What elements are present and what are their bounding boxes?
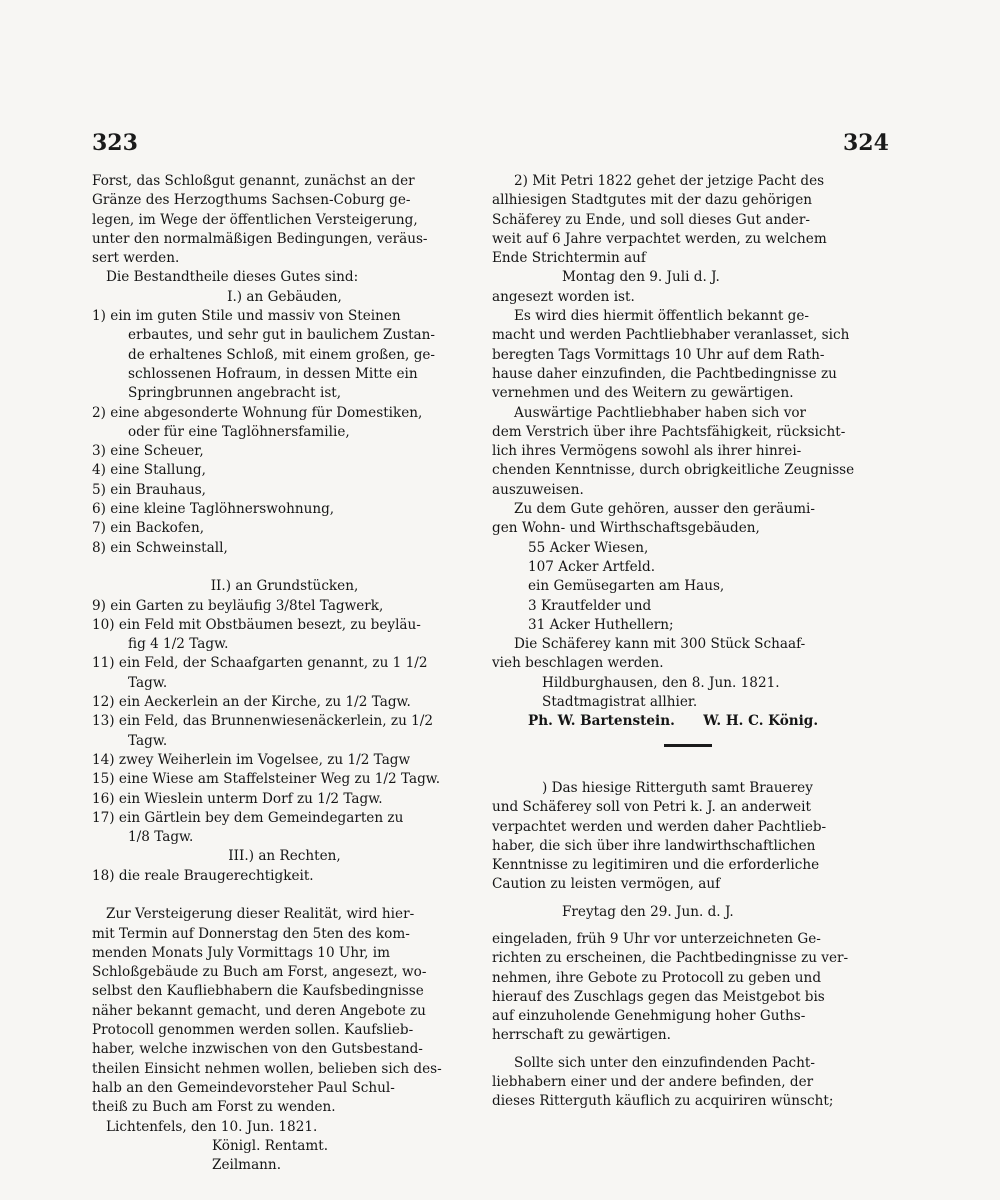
place-date: Lichtenfels, den 10. Jun. 1821. — [106, 1118, 318, 1135]
text-line: halb an den Gemeindevorsteher Paul Schul- — [92, 1079, 395, 1096]
list-item: 15) eine Wiese am Staffelsteiner Weg zu 1/2 Tagw. — [92, 771, 441, 788]
text-line: angesezt worden ist. — [492, 288, 635, 305]
text-line: lich ihres Vermögens sowohl als ihrer hinrei- — [492, 443, 802, 460]
text-line: Tagw. — [128, 732, 168, 749]
text-line: vernehmen und des Weitern zu gewärtigen. — [492, 385, 794, 402]
left-column — [92, 172, 477, 1175]
list-item: 16) ein Wieslein unterm Dorf zu 1/2 Tagw. — [92, 790, 383, 807]
text-line: nehmen, ihre Gebote zu Protocoll zu geben und — [492, 969, 822, 986]
text-line: beregten Tags Vormittags 10 Uhr auf dem Rath- — [492, 346, 825, 363]
list-item: 12) ein Aeckerlein an der Kirche, zu 1/2 Tagw. — [92, 694, 411, 711]
subsection-heading: III.) an Rechten, — [228, 848, 341, 865]
list-item: 10) ein Feld mit Obstbäumen besezt, zu beyläu- — [92, 616, 421, 633]
text-line: hierauf des Zuschlags gegen das Meistgebot bis — [492, 988, 825, 1005]
text-line: Gränze des Herzogthums Sachsen-Coburg ge- — [92, 192, 411, 209]
text-line: erbautes, und sehr gut in baulichem Zustan- — [128, 327, 435, 344]
subsection-heading: I.) an Gebäuden, — [227, 288, 342, 305]
page-number-left: 323 — [92, 130, 138, 156]
signature-name: Zeilmann. — [212, 1157, 282, 1174]
list-item: 1) ein im guten Stile und massiv von Steinen — [92, 308, 401, 325]
text-line: sert werden. — [92, 250, 180, 267]
text-line: richten zu erscheinen, die Pachtbedingnisse zu ver- — [492, 950, 849, 967]
text-line: Sollte sich unter den einzufindenden Pacht- — [514, 1054, 815, 1071]
text-line: macht und werden Pachtliebhaber veranlasset, sich — [492, 327, 850, 344]
text-line: auf einzuholende Genehmigung hoher Guths- — [492, 1008, 806, 1025]
text-line: eingeladen, früh 9 Uhr vor unterzeichneten Ge- — [492, 930, 821, 947]
list-item: 7) ein Backofen, — [92, 520, 205, 537]
text-line: theilen Einsicht nehmen wollen, belieben sich des- — [92, 1060, 442, 1077]
text-line: Die Schäferey kann mit 300 Stück Schaaf- — [514, 636, 806, 653]
text-line: 1/8 Tagw. — [128, 829, 194, 846]
text-line: gen Wohn- und Wirthschaftsgebäuden, — [492, 520, 760, 537]
list-item: 9) ein Garten zu beyläufig 3/8tel Tagwerk, — [92, 597, 384, 614]
text-line: menden Monats July Vormittags 10 Uhr, im — [92, 944, 391, 961]
list-item: 31 Acker Huthellern; — [528, 616, 674, 633]
text-line: vieh beschlagen werden. — [492, 655, 664, 672]
list-item: 6) eine kleine Taglöhnerswohnung, — [92, 501, 335, 518]
text-line: Ende Strichtermin auf — [492, 250, 646, 267]
section-divider — [492, 732, 880, 760]
text-line: theiß zu Buch am Forst zu wenden. — [92, 1099, 336, 1116]
text-line: hause daher einzufinden, die Pachtbedingnisse zu — [492, 365, 837, 382]
list-item: 13) ein Feld, das Brunnenwiesenäckerlein, zu 1/2 — [92, 713, 434, 730]
text-line: 2) Mit Petri 1822 gehet der jetzige Pacht des — [514, 173, 825, 189]
text-line: Tagw. — [128, 674, 168, 691]
date-line: Montag den 9. Juli d. J. — [562, 269, 720, 286]
text-line: herrschaft zu gewärtigen. — [492, 1027, 671, 1044]
text-line: fig 4 1/2 Tagw. — [128, 636, 229, 653]
list-item: 55 Acker Wiesen, — [528, 539, 649, 556]
text-line: näher bekannt gemacht, und deren Angebote zu — [92, 1002, 426, 1019]
text-line: liebhabern einer und der andere befinden, der — [492, 1074, 814, 1091]
text-line: Es wird dies hiermit öffentlich bekannt ge- — [514, 308, 809, 325]
list-item: 17) ein Gärtlein bey dem Gemeindegarten zu — [92, 809, 404, 826]
text-line: Schloßgebäude zu Buch am Forst, angesezt, wo- — [92, 964, 427, 981]
text-line: chenden Kenntnisse, durch obrigkeitliche Zeugnisse — [492, 462, 855, 479]
text-line: ) Das hiesige Ritterguth samt Brauerey — [542, 779, 813, 796]
text-line: Zu dem Gute gehören, ausser den geräumi- — [514, 501, 815, 518]
list-item: ein Gemüsegarten am Haus, — [528, 578, 725, 595]
text-line: selbst den Kaufliebhabern die Kaufsbedingnisse — [92, 983, 424, 1000]
list-item: 2) eine abgesonderte Wohnung für Domestiken, — [92, 404, 423, 421]
list-item: 3) eine Scheuer, — [92, 443, 204, 460]
text-line: Kenntnisse zu legitimiren und die erforderliche — [492, 857, 820, 874]
list-item: 4) eine Stallung, — [92, 462, 206, 479]
list-item: 18) die reale Braugerechtigkeit. — [92, 867, 314, 884]
list-item: 5) ein Brauhaus, — [92, 481, 207, 498]
subsection-heading: II.) an Grundstücken, — [210, 578, 359, 595]
page-number-right: 324 — [843, 130, 889, 156]
text-line: und Schäferey soll von Petri k. J. an anderweit — [492, 799, 811, 816]
list-item: 14) zwey Weiherlein im Vogelsee, zu 1/2 Tagw — [92, 751, 411, 768]
text-line: verpachtet werden und werden daher Pachtlieb- — [492, 818, 827, 835]
text-line: schlossenen Hofraum, in dessen Mitte ein — [128, 365, 418, 382]
signature-office: Stadtmagistrat allhier. — [542, 694, 698, 711]
text-line: auszuweisen. — [492, 481, 584, 498]
text-line: legen, im Wege der öffentlichen Versteigerung, — [92, 211, 418, 228]
date-line: Freytag den 29. Jun. d. J. — [562, 903, 734, 920]
right-column — [492, 172, 880, 1112]
text-line: unter den normalmäßigen Bedingungen, veräus- — [92, 230, 428, 247]
list-item: 3 Krautfelder und — [528, 597, 652, 614]
text-line: dem Verstrich über ihre Pachtsfähigkeit, rücksicht- — [492, 423, 846, 440]
text-line: Schäferey zu Ende, und soll dieses Gut ander- — [492, 211, 810, 228]
text-line: Protocoll genommen werden sollen. Kaufslieb- — [92, 1022, 414, 1039]
signature-office: Königl. Rentamt. — [212, 1137, 329, 1154]
list-item: 8) ein Schweinstall, — [92, 539, 228, 556]
text-line: Auswärtige Pachtliebhaber haben sich vor — [514, 404, 807, 421]
list-item: 11) ein Feld, der Schaafgarten genannt, zu 1 1/2 — [92, 655, 428, 672]
text-line: de erhaltenes Schloß, mit einem großen, ge- — [128, 346, 436, 363]
text-line: haber, die sich über ihre landwirthschaftlichen — [492, 837, 816, 854]
text-line: haber, welche inzwischen von den Gutsbestand- — [92, 1041, 423, 1058]
text-line: Caution zu leisten vermögen, auf — [492, 876, 721, 893]
text-line: allhiesigen Stadtgutes mit der dazu gehörigen — [492, 192, 813, 209]
text-line: dieses Ritterguth käuflich zu acquiriren wünscht; — [492, 1093, 834, 1110]
text-line: Forst, das Schloßgut genannt, zunächst an der — [92, 173, 415, 189]
text-line: mit Termin auf Donnerstag den 5ten des kom- — [92, 925, 410, 942]
text-line: Zur Versteigerung dieser Realität, wird hier- — [106, 906, 415, 923]
place-date: Hildburghausen, den 8. Jun. 1821. — [542, 674, 780, 691]
text-line: Springbrunnen angebracht ist, — [128, 385, 342, 402]
list-item: 107 Acker Artfeld. — [528, 558, 656, 575]
text-line: weit auf 6 Jahre verpachtet werden, zu welchem — [492, 230, 827, 247]
text-line: oder für eine Taglöhnersfamilie, — [128, 423, 350, 440]
section-heading: Die Bestandtheile dieses Gutes sind: — [106, 269, 359, 286]
signature-names: Ph. W. Bartenstein. W. H. C. König. — [528, 713, 819, 730]
